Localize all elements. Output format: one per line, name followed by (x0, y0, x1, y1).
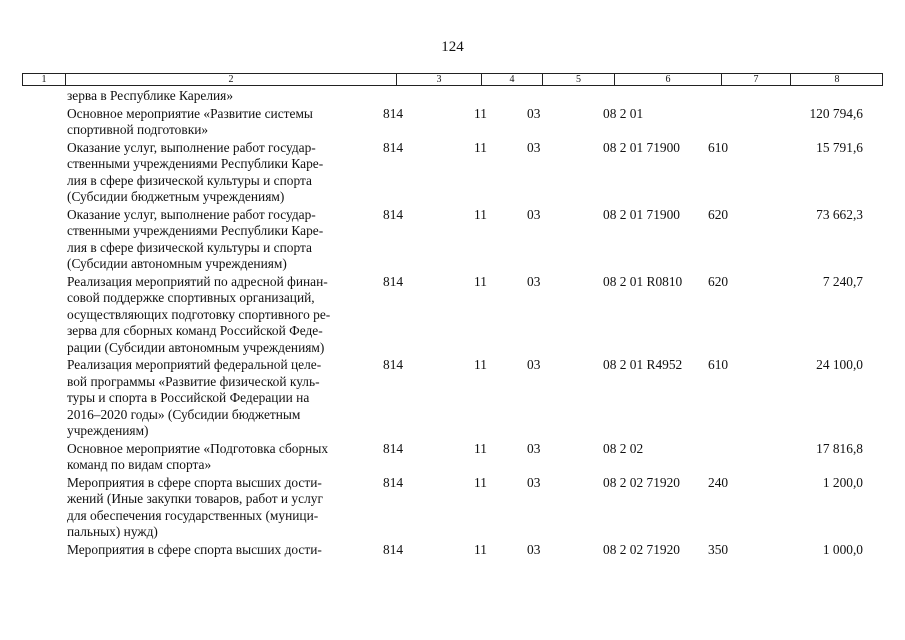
column-number-5: 5 (576, 74, 581, 85)
row-section-code: 11 (474, 139, 487, 155)
column-number-1: 1 (41, 74, 47, 85)
table-row (0, 140, 905, 207)
row-grbs-code: 814 (383, 105, 404, 121)
row-description (67, 274, 373, 357)
row-description-line: (Субсидии бюджетным учреждениям) (67, 189, 285, 204)
row-description-line: Основное мероприятие «Подготовка сборных (67, 440, 329, 456)
table-row (0, 274, 905, 358)
row-subsection-code: 03 (527, 474, 541, 490)
row-description-line: учреждениям) (67, 423, 149, 438)
column-number-2: 2 (228, 74, 234, 85)
row-grbs-code: 814 (383, 206, 404, 222)
row-description-line: ственными учреждениями Республики Каре- (67, 156, 324, 171)
column-number-4: 4 (509, 74, 515, 85)
row-description-line: Оказание услуг, выполнение работ государ- (67, 206, 316, 222)
row-subsection-code: 03 (527, 105, 541, 121)
row-description-line: 2016–2020 годы» (Субсидии бюджетным (67, 406, 301, 422)
row-section-code: 11 (474, 357, 487, 372)
row-grbs-code: 814 (383, 474, 404, 490)
row-target-article-code: 08 2 01 71900 (603, 206, 680, 222)
row-description-line: Мероприятия в сфере спорта высших дости- (67, 474, 322, 490)
row-expense-type-code: 610 (708, 139, 729, 155)
row-description-line: зерва в Республике Карелия» (67, 88, 234, 103)
table-row (0, 106, 905, 140)
column-number-3: 3 (436, 74, 442, 85)
row-target-article-code: 08 2 02 71920 (603, 541, 680, 557)
row-description-line: Реализация мероприятий федеральной целе- (67, 357, 322, 372)
row-section-code: 11 (474, 541, 487, 557)
row-expense-type-code: 350 (708, 541, 729, 557)
row-amount: 15 791,6 (816, 139, 863, 155)
row-grbs-code: 814 (383, 541, 404, 557)
row-description-line: жений (Иные закупки товаров, работ и услуг (67, 491, 323, 506)
row-target-article-code: 08 2 01 R0810 (603, 273, 683, 289)
row-description-line: туры и спорта в Российской Федерации на (67, 390, 310, 405)
row-grbs-code: 814 (383, 357, 404, 372)
row-description-line: вой программы «Развитие физической куль- (67, 373, 320, 389)
table-row (0, 475, 905, 542)
row-description-line: Реализация мероприятий по адресной финан- (67, 273, 328, 289)
row-description (67, 357, 373, 440)
row-target-article-code: 08 2 01 R4952 (603, 357, 683, 372)
row-section-code: 11 (474, 206, 487, 222)
row-expense-type-code: 610 (708, 357, 729, 372)
row-description-line: лия в сфере физической культуры и спорта (67, 239, 312, 255)
row-description-line: команд по видам спорта» (67, 457, 212, 472)
row-amount: 1 000,0 (822, 541, 863, 557)
row-subsection-code: 03 (527, 273, 541, 289)
row-description-line: Мероприятия в сфере спорта высших дости- (67, 541, 322, 557)
row-amount: 120 794,6 (809, 105, 863, 121)
row-section-code: 11 (474, 440, 487, 456)
table-row (0, 542, 905, 560)
row-section-code: 11 (474, 105, 487, 121)
row-amount: 17 816,8 (816, 440, 863, 456)
row-description (67, 441, 373, 474)
row-description-line: для обеспечения государственных (муници- (67, 507, 319, 523)
row-target-article-code: 08 2 02 (603, 440, 644, 456)
row-amount: 7 240,7 (822, 273, 863, 289)
row-grbs-code: 814 (383, 440, 404, 456)
row-subsection-code: 03 (527, 357, 541, 372)
row-subsection-code: 03 (527, 541, 541, 557)
row-amount: 24 100,0 (816, 357, 863, 372)
row-description (67, 475, 373, 541)
row-description-line: рации (Субсидии автономным учреждениям) (67, 339, 325, 355)
row-subsection-code: 03 (527, 440, 541, 456)
row-target-article-code: 08 2 01 71900 (603, 139, 680, 155)
row-subsection-code: 03 (527, 139, 541, 155)
row-grbs-code: 814 (383, 273, 404, 289)
page-number: 124 (441, 39, 464, 55)
row-expense-type-code: 620 (708, 206, 729, 222)
row-description-line: лия в сфере физической культуры и спорта (67, 172, 312, 188)
table-row (0, 441, 905, 475)
row-description-line: зерва для сборных команд Российской Феде- (67, 323, 323, 338)
column-number-6: 6 (665, 74, 671, 85)
row-description-line: (Субсидии автономным учреждениям) (67, 256, 287, 271)
table-header (22, 73, 883, 86)
row-description-line: спортивной подготовки» (67, 122, 209, 137)
row-description (67, 542, 373, 559)
row-description-line: осуществляющих подготовку спортивного ре- (67, 306, 331, 322)
row-description-line: совой поддержке спортивных организаций, (67, 290, 315, 305)
row-subsection-code: 03 (527, 206, 541, 222)
row-amount: 73 662,3 (816, 206, 863, 222)
row-description-line: пальных) нужд) (67, 524, 158, 539)
row-description (67, 106, 373, 139)
table-row (0, 88, 905, 106)
column-number-7: 7 (753, 74, 759, 85)
row-description-line: ственными учреждениями Республики Каре- (67, 223, 324, 238)
table-row (0, 207, 905, 274)
row-description-line: Основное мероприятие «Развитие системы (67, 105, 313, 121)
row-grbs-code: 814 (383, 139, 404, 155)
row-section-code: 11 (474, 474, 487, 490)
row-target-article-code: 08 2 01 (603, 105, 644, 121)
row-section-code: 11 (474, 273, 487, 289)
row-target-article-code: 08 2 02 71920 (603, 474, 680, 490)
table-row (0, 357, 905, 441)
row-description (67, 207, 373, 273)
row-expense-type-code: 620 (708, 273, 729, 289)
budget-table-body (0, 88, 905, 559)
row-description (67, 140, 373, 206)
row-amount: 1 200,0 (822, 474, 863, 490)
row-description (67, 88, 373, 105)
column-number-8: 8 (834, 74, 840, 85)
row-description-line: Оказание услуг, выполнение работ государ- (67, 139, 316, 155)
row-expense-type-code: 240 (708, 474, 729, 490)
